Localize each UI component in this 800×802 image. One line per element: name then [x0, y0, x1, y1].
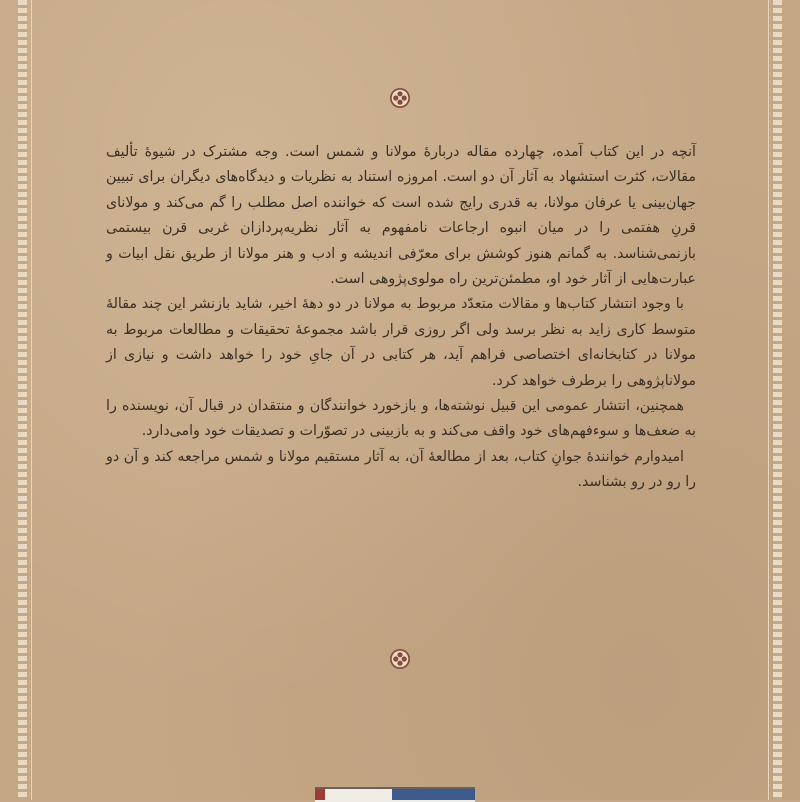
left-decorative-border [18, 0, 27, 800]
paragraph-4: امیدوارم خوانندهٔ جوانِ کتاب، بعد از مطالعهٔ آن، به آثار مستقیم مولانا و شمس مراجعه کند و آن دو را رو در رو بشناسد. [106, 448, 696, 491]
right-decorative-border [773, 0, 782, 800]
publisher-label-blue-band [392, 789, 475, 800]
flower-ornament-icon [389, 87, 411, 109]
publisher-label-red-band [315, 789, 325, 800]
paragraph-1: آنچه در این کتاب آمده، چهارده مقاله دربارهٔ مولانا و شمس است. وجه مشترک در شیوهٔ تألیف مقالات، کثرت استشهاد به آثار آن دو است. امروزه استناد به نظریات و دیدگاه‌های دیگران برای تبیین جهان‌بینی یا عرفان مولانا، به قدری رایج شده است که خواننده اصل مطلب را گم می‌کند و مولانای قرنِ هفتمی را در میان انبوه ارجاعات نامفهوم به آثار نظریه‌پردازان غربی قرن بیستمی بازنمی‌شناسد. به گمانم هنوز کوشش برای معرّفی اندیشه و ادب و هنر مولانا از طریق نقل ابیات و عبارت‌هایی از آثار خود او، مطمئن‌ترین راه مولوی‌پژوهی است. [106, 144, 696, 288]
flower-ornament-icon [389, 648, 411, 670]
paragraph-3: همچنین، انتشار عمومی این قبیل نوشته‌ها، و بازخورد خوانندگان و منتقدان در قبال آن، نویسنده را به ضعف‌ها و سوءفهم‌های خود واقف می‌کند و به بازبینی در تصوّرات و تصدیقات خود وامی‌دارد. [106, 398, 696, 440]
paragraph-2: با وجود انتشار کتاب‌ها و مقالات متعدّد مربوط به مولانا در دو دههٔ اخیر، شاید بازنشر این چند مقالهٔ متوسط کاری زاید به نظر برسد ولی اگر روزی قرار باشد مجموعهٔ تحقیقات و مطالعات مربوط به مولانا در کتابخانه‌ای اختصاصی فراهم آید، هر کتابی در آن جایِ خود را خواهد داشت و نیازی از مولاناپژوهی را برطرف خواهد کرد. [106, 296, 696, 389]
description-text [106, 140, 696, 496]
